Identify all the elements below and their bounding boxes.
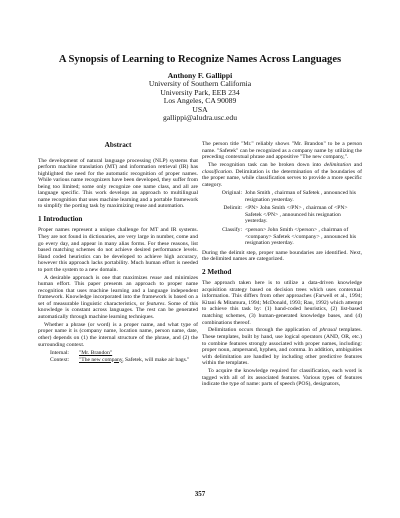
intro-paragraph-3: Whether a phrase (or word) is a proper name, and what type of proper name it is (company name, location name, person name, date, other) depends on (1) the internal structure of the phrase, and (2) the surrounding context. xyxy=(38,321,198,348)
page-number: 357 xyxy=(194,490,206,498)
method-paragraph-1: The approach taken here is to utilize a data-driven knowledge acquisition strategy based on decision trees which uses contextual information. This differs from other approaches (Farwell et al., 1994; Kitani & Mitamura, 1994; McDonald, 1993; Rau, 1992) which attempt to achieve this task by: (1) hand-coded heuristics, (2) list-based matching schemes, (3) human-generated knowledge bases, and (4) combinations thereof. xyxy=(202,280,362,326)
paper-title: A Synopsis of Learning to Recognize Names Across Languages xyxy=(58,54,342,65)
intro-paragraph-2: A desirable approach is one that maximizes reuse and minimizes human effort. This paper presents an approach to proper name recognition that uses machine learning and a language independent framework. Knowledge incorporated into the framework is based on a set of measurable linguistic characteristics, or features. Some of this knowledge is constant across languages. The rest can be generated automatically through machine learning techniques. xyxy=(38,274,198,320)
author-address-line1: University Park, EEB 234 xyxy=(160,87,240,97)
right-paragraph-2: The recognition task can be broken down into delimitation and classification. Delimitation is the determination of the boundaries of the proper name, while classification serves to provide a more specific category. xyxy=(202,162,362,188)
author-block xyxy=(0,72,400,122)
context-value: "The new company, Safetek, will make air bags." xyxy=(79,356,190,363)
abstract-text: The development of natural language processing (NLP) systems that perform machine translation (MT) and information retrieval (IR) has highlighted the need for the automatic recognition of proper names. While various name recognizers have been developed, they suffer from being too limited; some only recognize one name class, and all are language specific. This work develops an approach to multilingual name recognition that uses machine learning and a portable framework to simplify the porting task by maximizing reuse and automation. xyxy=(38,157,198,210)
example-delimit xyxy=(202,205,362,225)
example-value: John Smith , chairman of Safetek , announced his resignation yesterday. xyxy=(245,190,356,203)
right-paragraph-1: The person title "Mr." reliably shows "Mr. Brandon" to be a person name. "Safetek" can be recognized as a company name by utilizing the preceding contextual phrase and appositive "The new company,". xyxy=(202,141,362,161)
left-column xyxy=(38,140,198,363)
method-paragraph-2: Delimitation occurs through the application of phrasal templates. These templates, built by hand, use logical operators (AND, OR, etc.) to combine features strongly associated with proper names, including: proper noun, ampersand, hyphen, and comma. In addition, ambiguities with delimitation are handled by including other predictive features within the templates. xyxy=(202,327,362,367)
author-address-line2: Los Angeles, CA 90089 xyxy=(163,96,237,106)
context-example xyxy=(38,357,198,364)
example-label: Original: xyxy=(221,190,242,197)
method-heading: 2 Method xyxy=(202,267,232,276)
example-value: <PN> John Smith </PN> , chairman of <PN> Safetek </PN> , announced his resignation yesterday. xyxy=(245,205,348,225)
author-country: USA xyxy=(192,104,208,114)
intro-paragraph-1: Proper names represent a unique challenge for MT and IR systems. They are not found in dictionaries, are very large in number, come and go every day, and appear in many alias forms. For these reasons, list based matching schemes do not achieve desired performance levels. Hand coded heuristics can be developed to achieve high accuracy, however this approach lacks portability. Much human effort is needed to port the system to a new domain. xyxy=(38,227,198,273)
author-email: gallippi@aludra.usc.edu xyxy=(162,113,238,123)
author-name: Anthony F. Gallippi xyxy=(167,71,233,80)
right-column xyxy=(202,141,362,389)
method-paragraph-3: To acquire the knowledge required for classification, each word is tagged with all of its associated features. Various types of features indicate the type of name: parts of speech (POS), designators, xyxy=(202,368,362,388)
example-original xyxy=(202,190,362,203)
internal-value: "Mr. Brandon" xyxy=(79,350,113,357)
author-affiliation: University of Southern California xyxy=(148,79,252,89)
introduction-heading: 1 Introduction xyxy=(38,214,83,223)
abstract-heading: Abstract xyxy=(104,141,132,149)
example-label: Delimit: xyxy=(223,205,242,212)
example-label: Classify: xyxy=(222,226,242,233)
after-examples-paragraph: During the delimit step, proper name boundaries are identified. Next, the delimited names are categorized. xyxy=(202,249,362,263)
example-value: <person> John Smith </person> , chairman of <company> Safetek </company> , announced his resignation yesterday. xyxy=(245,226,357,247)
internal-label: Internal: xyxy=(50,350,69,357)
example-classify xyxy=(202,227,362,247)
context-label: Context: xyxy=(50,356,70,363)
